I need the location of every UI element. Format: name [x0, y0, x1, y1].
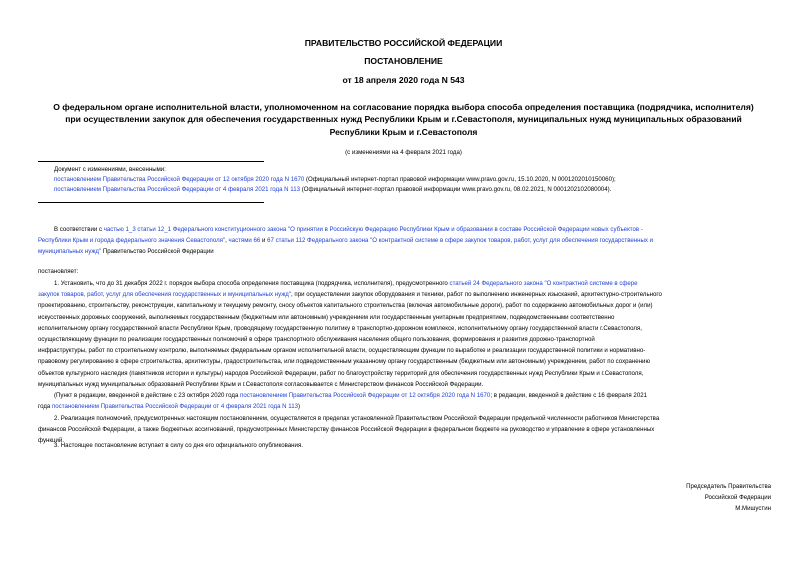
- signature-position: Российской Федерации: [704, 494, 771, 501]
- point-1-line: осуществляющему функции по реализации государственных полномочий в сфере транспортного обслуживания населения общего пользования, формирования и развития дорожно-транспортной: [38, 336, 595, 344]
- point-3: 3. Настоящее постановление вступает в силу со дня его официального опубликования.: [54, 442, 303, 449]
- amend-source: (Официальный интернет-портал правовой информации www.pravo.gov.ru, 15.10.2020, N 0001202010150060);: [304, 176, 616, 183]
- government-heading: ПРАВИТЕЛЬСТВО РОССИЙСКОЙ ФЕДЕРАЦИИ: [304, 38, 503, 48]
- amend-link[interactable]: постановлением Правительства Российской Федерации от 4 февраля 2021 года N 113: [54, 186, 300, 193]
- title-line: О федеральном органе исполнительной власти, уполномоченном на согласование порядка выбора способа определения поставщика (подрядчика, исполнителя): [53, 102, 754, 112]
- point-2-line: 2. Реализация полномочий, предусмотренных настоящим постановлением, осуществляется в пределах установленной Правительством Российской Федерации предельной численности работников Министерства: [54, 415, 660, 422]
- edit-note-line: года постановлением Правительства Российской Федерации от 4 февраля 2021 года N 113): [38, 403, 301, 411]
- title-line: Республики Крым и г.Севастополя: [329, 126, 478, 137]
- law-link[interactable]: частями 66: [228, 237, 261, 245]
- amend-link[interactable]: постановлением Правительства Российской Федерации от 12 октября 2020 года N 1670: [240, 392, 491, 399]
- law-link[interactable]: Республики Крым и города федерального значения Севастополя": [38, 237, 226, 245]
- law-link[interactable]: закупок товаров, работ, услуг для обеспечения государственных и муниципальных нужд": [38, 291, 292, 299]
- amend-link[interactable]: постановлением Правительства Российской Федерации от 12 октября 2020 года N 1670: [54, 176, 305, 183]
- amend-block-top-rule: [38, 161, 264, 162]
- point-1-line: закупок товаров, работ, услуг для обеспечения государственных и муниципальных нужд", при осуществлении закупок оборудования и техники, работ по выполнению инженерных изысканий, архитектурно-строительного: [38, 291, 662, 299]
- point-2-line: финансов Российской Федерации, а также бюджетных ассигнований, предусмотренных Министерству финансов Российской Федерации в федеральном бюджете на руководство и управление в сфере установленных: [38, 426, 655, 434]
- signature-position: Председатель Правительства: [686, 483, 771, 490]
- preamble-line: В соответствии с частью 1_3 статьи 12_1 Федерального конституционного закона "О принятии в Российскую Федерацию Республики Крым и образовании в составе Российской Федерации новых субъектов -: [54, 226, 643, 233]
- law-link[interactable]: статьей 24 Федерального закона "О контрактной системе в сфере: [449, 280, 638, 287]
- title-line: при осуществлении закупок для обеспечения государственных нужд Республики Крым и г.Севастополя, муниципальных нужд муниципальных образований: [65, 114, 742, 125]
- preamble-line: муниципальных нужд" Правительство Российской Федерации: [38, 248, 214, 256]
- point-1-edit-note: [38, 390, 769, 412]
- amend-intro: Документ с изменениями, внесенными:: [54, 166, 166, 173]
- law-link[interactable]: частью 1_3 статьи 12_1 Федерального конституционного закона "О принятии в Российскую Федерацию Республики Крым и образовании в составе Российской Федерации новых субъектов -: [103, 226, 643, 233]
- law-link[interactable]: 67 статьи 112 Федерального закона "О контрактной системе в сфере закупок товаров, работ, услуг для обеспечения государственных и: [267, 237, 654, 245]
- point-1-line: муниципальных нужд муниципальных образований Республики Крым и г.Севастополя согласовывается с Министерством финансов Российской Федерации.: [38, 380, 484, 388]
- point-2-line: функций.: [38, 437, 65, 445]
- point-1-line: объектов культурного наследия (памятников истории и культуры) народов Российской Федерации, работ по благоустройству территорий для обеспечения государственных нужд Республики Крым и г.Севастополя,: [38, 369, 644, 377]
- amend-item: [54, 185, 611, 195]
- point-1-line: проектированию, строительству, реконструкции, капитальному и текущему ремонту, сносу объектов капитального строительства (включая автомобильные дороги), работ по содержанию автомобильных дорог и (или): [38, 302, 653, 310]
- amend-item: [54, 175, 616, 185]
- point-1-line: инфраструктуры, работ по строительному контролю, выполняемых федеральным органом исполнительной власти, осуществляющим функции по выработке и реализации государственной политики и нормативно-: [38, 347, 646, 355]
- resolves-word: постановляет:: [38, 268, 79, 275]
- signature-name: М.Мишустин: [735, 505, 771, 512]
- preamble-line: Республики Крым и города федерального значения Севастополя", частями 66 и 67 статьи 112 Федерального закона "О контрактной системе в сфере закупок товаров, работ, услуг для обеспечения государственных и: [38, 237, 654, 245]
- document-date-number: от 18 апреля 2020 года N 543: [342, 75, 465, 85]
- edit-note-line: (Пункт в редакции, введенной в действие с 23 октября 2020 года постановлением Правительства Российской Федерации от 12 октября 2020 года N 1670; в редакции, введенной в действие с 16 февраля 2021: [54, 392, 647, 399]
- changes-note: (с изменениями на 4 февраля 2021 года): [345, 149, 462, 156]
- point-1-line: искусственных дорожных сооружений, выполняемых государственным (бюджетным или автономным) учреждением или государственным унитарным предприятием, подведомственными соответственно: [38, 313, 615, 321]
- preamble: [38, 224, 769, 258]
- document-title: [36, 101, 771, 138]
- amend-block-bottom-rule: [38, 202, 264, 203]
- point-1-line: исполнительному органу государственной власти Республики Крым, проводящему государственную политику в транспортно-дорожном комплексе, исполнительному органу государственной власти г.Севастополя,: [38, 324, 642, 332]
- point-1-line: 1. Установить, что до 31 декабря 2022 г. порядок выбора способа определения поставщика (подрядчика, исполнителя), предусмотренного статьей 24 Федерального закона "О контрактной системе в сфере: [54, 280, 638, 287]
- amend-link[interactable]: постановлением Правительства Российской Федерации от 4 февраля 2021 года N 113: [51, 403, 298, 411]
- point-1: [38, 278, 769, 390]
- amend-source: (Официальный интернет-портал правовой информации www.pravo.gov.ru, 08.02.2021, N 0001202102080004).: [300, 186, 612, 193]
- document-type: ПОСТАНОВЛЕНИЕ: [364, 56, 443, 66]
- point-1-line: правовому регулированию в сфере строительства, архитектуры, градостроительства, или подведомственным указанному органу государственным (бюджетным или автономным) учреждением, работ по сохранению: [38, 358, 651, 366]
- law-link[interactable]: муниципальных нужд": [38, 248, 102, 256]
